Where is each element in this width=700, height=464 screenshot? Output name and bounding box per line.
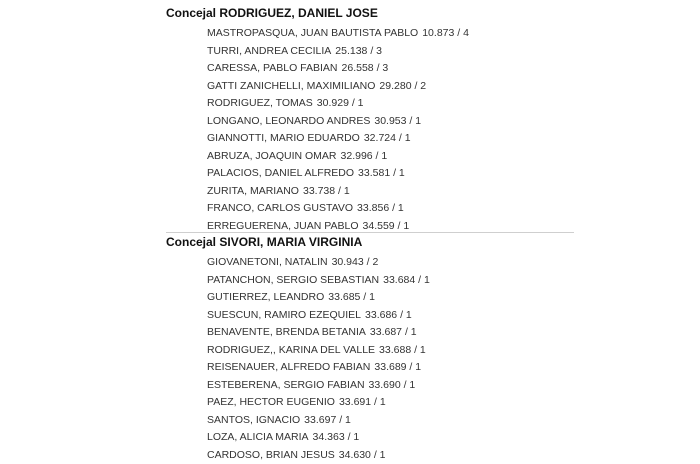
list-item [166, 289, 574, 307]
entry-name: FRANCO, CARLOS GUSTAVO [207, 202, 353, 214]
entry-score: 33.684 / 1 [383, 274, 430, 286]
entry-score: 33.688 / 1 [379, 344, 426, 356]
list-item [166, 200, 574, 218]
entry-name: RODRIGUEZ,, KARINA DEL VALLE [207, 344, 375, 356]
list-item [166, 254, 574, 272]
entry-name: ZURITA, MARIANO [207, 185, 299, 197]
entry-score: 33.697 / 1 [304, 414, 351, 426]
list-item [166, 148, 574, 166]
entry-name: SANTOS, IGNACIO [207, 414, 300, 426]
entry-score: 33.689 / 1 [374, 361, 421, 373]
entry-name: ABRUZA, JOAQUIN OMAR [207, 150, 337, 162]
entry-name: MASTROPASQUA, JUAN BAUTISTA PABLO [207, 27, 418, 39]
list-item [166, 130, 574, 148]
entry-score: 33.686 / 1 [365, 309, 412, 321]
section-sivori-maria-virginia [166, 235, 574, 464]
entry-score: 29.280 / 2 [379, 80, 426, 92]
entry-score: 25.138 / 3 [335, 45, 382, 57]
list-item [166, 307, 574, 325]
entry-name: PALACIOS, DANIEL ALFREDO [207, 167, 354, 179]
entry-score: 32.724 / 1 [364, 132, 411, 144]
entry-list [166, 254, 574, 464]
entry-name: REISENAUER, ALFREDO FABIAN [207, 361, 370, 373]
entry-score: 30.929 / 1 [317, 97, 364, 109]
entry-name: GIOVANETONI, NATALIN [207, 256, 328, 268]
entry-list [166, 25, 574, 235]
entry-score: 26.558 / 3 [342, 62, 389, 74]
entry-name: LOZA, ALICIA MARIA [207, 431, 309, 443]
list-item [166, 113, 574, 131]
entry-name: GUTIERREZ, LEANDRO [207, 291, 324, 303]
entry-score: 30.943 / 2 [332, 256, 379, 268]
entry-name: PATANCHON, SERGIO SEBASTIAN [207, 274, 379, 286]
list-item [166, 78, 574, 96]
entry-score: 33.581 / 1 [358, 167, 405, 179]
list-item [166, 165, 574, 183]
list-item [166, 377, 574, 395]
entry-name: PAEZ, HECTOR EUGENIO [207, 396, 335, 408]
entry-name: SUESCUN, RAMIRO EZEQUIEL [207, 309, 361, 321]
entry-score: 34.363 / 1 [313, 431, 360, 443]
entry-score: 33.738 / 1 [303, 185, 350, 197]
section-rodriguez-daniel-jose [166, 6, 574, 235]
list-item [166, 183, 574, 201]
list-item [166, 342, 574, 360]
entry-score: 32.996 / 1 [341, 150, 388, 162]
entry-score: 30.953 / 1 [374, 115, 421, 127]
entry-score: 33.685 / 1 [328, 291, 375, 303]
list-item [166, 272, 574, 290]
list-item [166, 25, 574, 43]
entry-score: 33.690 / 1 [369, 379, 416, 391]
entry-name: LONGANO, LEONARDO ANDRES [207, 115, 370, 127]
entry-name: BENAVENTE, BRENDA BETANIA [207, 326, 366, 338]
section-divider [166, 232, 574, 233]
list-item [166, 429, 574, 447]
list-item [166, 324, 574, 342]
list-item [166, 394, 574, 412]
entry-name: RODRIGUEZ, TOMAS [207, 97, 313, 109]
list-item [166, 60, 574, 78]
list-item [166, 43, 574, 61]
entry-name: ESTEBERENA, SERGIO FABIAN [207, 379, 365, 391]
entry-score: 33.856 / 1 [357, 202, 404, 214]
list-item [166, 95, 574, 113]
entry-name: GIANNOTTI, MARIO EDUARDO [207, 132, 360, 144]
list-item [166, 359, 574, 377]
entry-score: 33.687 / 1 [370, 326, 417, 338]
entry-score: 10.873 / 4 [422, 27, 469, 39]
entry-score: 34.559 / 1 [363, 220, 410, 232]
entry-name: TURRI, ANDREA CECILIA [207, 45, 331, 57]
section-heading: Concejal SIVORI, MARIA VIRGINIA [166, 235, 574, 250]
entry-name: GATTI ZANICHELLI, MAXIMILIANO [207, 80, 375, 92]
section-heading: Concejal RODRIGUEZ, DANIEL JOSE [166, 6, 574, 21]
list-item [166, 447, 574, 464]
entry-name: CARDOSO, BRIAN JESUS [207, 449, 335, 461]
list-item [166, 412, 574, 430]
entry-score: 34.630 / 1 [339, 449, 386, 461]
entry-score: 33.691 / 1 [339, 396, 386, 408]
entry-name: ERREGUERENA, JUAN PABLO [207, 220, 359, 232]
entry-name: CARESSA, PABLO FABIAN [207, 62, 338, 74]
